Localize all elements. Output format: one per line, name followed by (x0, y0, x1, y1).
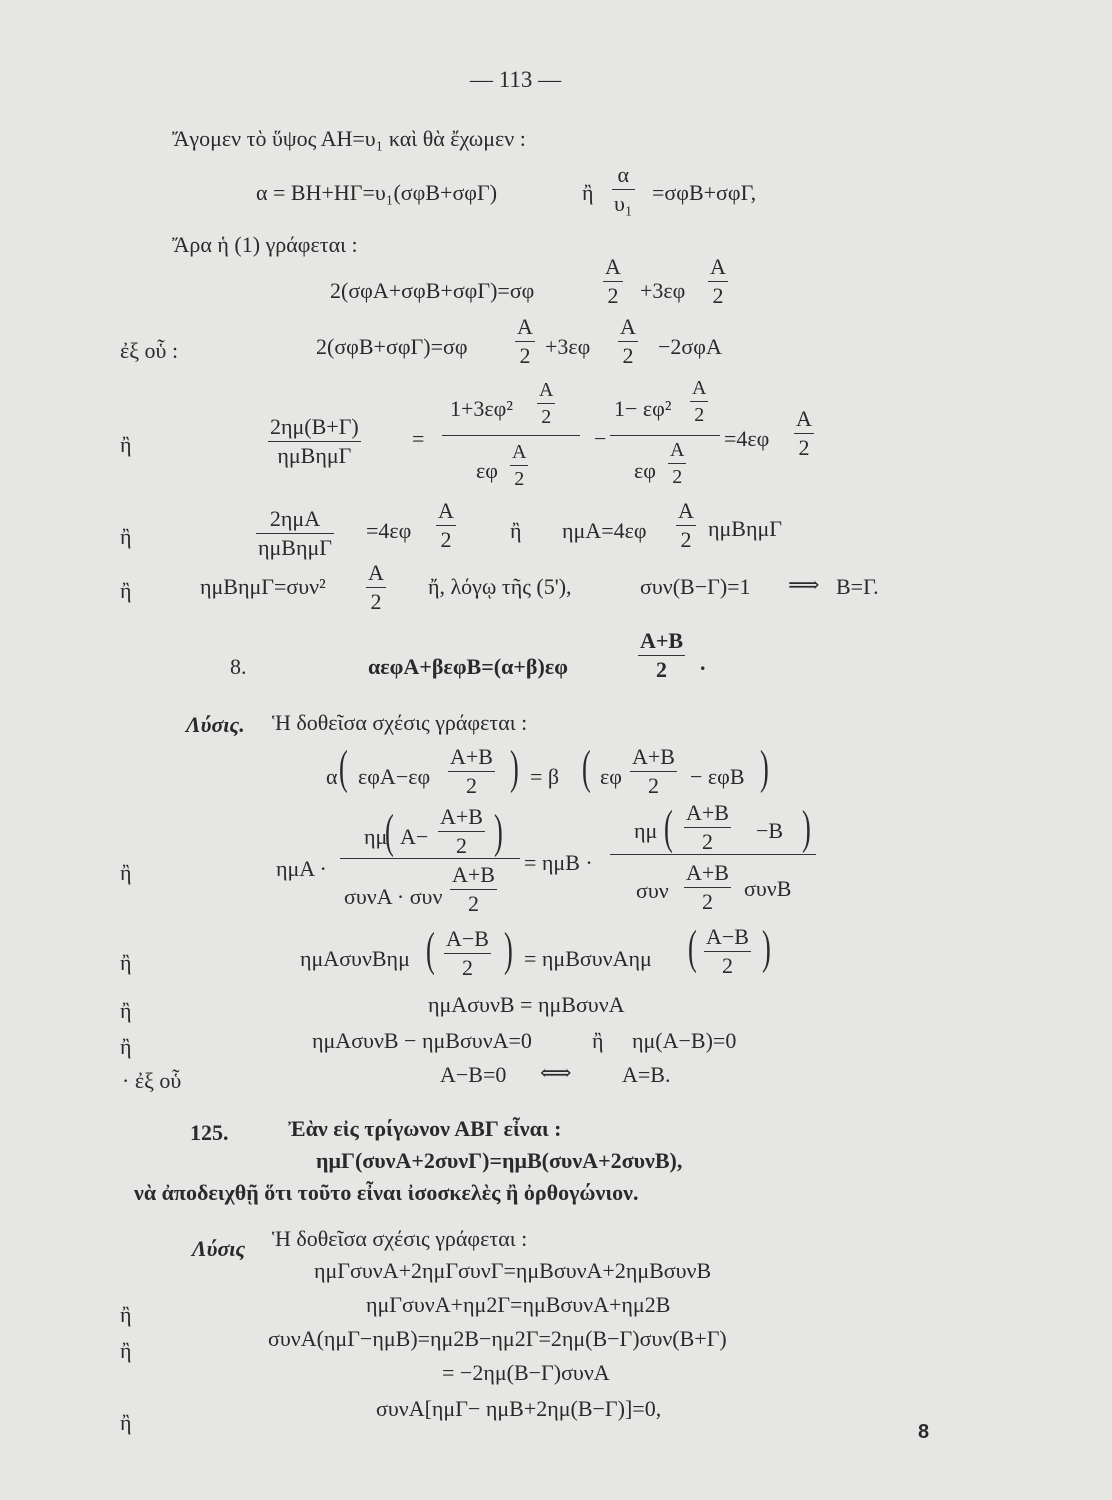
line-label: ἢ (120, 1034, 132, 1059)
right-paren: ) (802, 801, 811, 854)
solution-label: Λύσις (192, 1236, 246, 1261)
fraction (438, 806, 485, 857)
text-line: Ἡ δοθεῖσα σχέσις γράφεται : (272, 710, 528, 735)
fraction (537, 380, 555, 427)
equation: +3εφ (640, 278, 686, 303)
fraction (515, 316, 535, 367)
equation: Β=Γ. (836, 574, 879, 599)
fraction (708, 256, 728, 307)
denominator: 2 (448, 771, 495, 797)
equation: ημΓσυνΑ+ημ2Γ=ημΒσυνΑ+ημ2Β (366, 1292, 671, 1317)
numerator: Α (796, 406, 812, 431)
denominator: 2 (444, 953, 491, 979)
left-paren: ( (426, 923, 435, 976)
numerator: ημ (364, 824, 388, 849)
denominator: 2 (630, 771, 677, 797)
period: . (700, 650, 706, 675)
denominator: 2 (436, 525, 456, 551)
left-paren: ( (339, 741, 348, 794)
fraction (268, 416, 361, 467)
line-label: ἢ (120, 950, 132, 975)
denominator: συνΒ (744, 876, 792, 901)
fraction (630, 746, 677, 797)
equation: =σφΒ+σφΓ, (652, 180, 757, 205)
connector-word: ἢ (510, 518, 522, 543)
fraction-bar (610, 435, 720, 436)
equation: =4εφ (366, 518, 412, 543)
fraction (612, 164, 635, 215)
equation: = ημΒ · (524, 850, 593, 875)
page-number: — 113 — (470, 67, 562, 92)
denominator: 2 (704, 951, 751, 977)
numerator: α (617, 162, 630, 187)
numerator: Α (678, 498, 694, 523)
denominator: 2 (708, 281, 728, 307)
numerator: Α+Β (452, 862, 495, 887)
equation: ημΑσυνΒ − ημΒσυνΑ=0 (312, 1028, 532, 1053)
problem-equation: ημΓ(συνΑ+2συνΓ)=ημΒ(συνΑ+2συνΒ), (316, 1148, 683, 1173)
numerator: Α (539, 379, 554, 401)
equation: ημΑσυνΒημ (300, 946, 410, 971)
denominator: 2 (638, 655, 685, 681)
denominator: 2 (603, 281, 623, 307)
numerator: 2ημ(Β+Γ) (270, 414, 359, 439)
denominator: ημΒημΓ (268, 441, 361, 467)
numerator: Α (368, 560, 384, 585)
left-paren: ( (688, 921, 697, 974)
numerator: Α+Β (686, 860, 729, 885)
fraction (256, 508, 334, 559)
problem-statement: Ἐὰν εἰς τρίγωνον ΑΒΓ εἶναι : (288, 1116, 562, 1141)
numerator: Α+Β (440, 804, 483, 829)
equation: ημΒημΓ (708, 516, 782, 541)
fraction (690, 378, 708, 425)
fraction (510, 442, 528, 489)
fraction (684, 802, 731, 853)
denominator: εφ (634, 458, 656, 483)
signature-mark: 8 (918, 1421, 930, 1443)
fraction (638, 630, 685, 681)
line-label: · ἐξ οὗ (122, 1068, 182, 1093)
line-label: ἢ (120, 1302, 132, 1327)
equation: ημ(Α−Β)=0 (632, 1028, 737, 1053)
numerator: Α (710, 254, 726, 279)
fraction (366, 562, 386, 613)
fraction (618, 316, 638, 367)
fraction (436, 500, 456, 551)
numerator: Α+Β (686, 800, 729, 825)
fraction (794, 408, 814, 459)
right-paren: ) (760, 741, 769, 794)
fraction (668, 440, 686, 487)
equation: α = ΒΗ+ΗΓ=υ₁(σφΒ+σφΓ) (256, 180, 498, 205)
line-label: ἢ (120, 432, 132, 457)
denominator: 2 (450, 889, 497, 915)
numerator: 1+3εφ² (450, 396, 513, 421)
fraction (676, 500, 696, 551)
denominator: 2 (684, 827, 731, 853)
numerator: Α (670, 439, 685, 461)
numerator: Α (620, 314, 636, 339)
line-label: ἢ (120, 860, 132, 885)
denominator: ημΒημΓ (258, 535, 332, 560)
minus-sign: − (594, 426, 607, 451)
numerator: 1− εφ² (614, 396, 672, 421)
fraction-bar (610, 854, 816, 855)
equation: Α=Β. (622, 1062, 671, 1087)
fraction (684, 862, 731, 913)
denominator: 2 (366, 587, 386, 613)
equation: ημΓσυνΑ+2ημΓσυνΓ=ημΒσυνΑ+2ημΒσυνΒ (314, 1258, 712, 1283)
equation: εφΑ−εφ (358, 764, 431, 789)
equation: συνΑ[ημΓ− ημΒ+2ημ(Β−Γ)]=0, (376, 1396, 662, 1421)
implies-arrow: ⟹ (788, 572, 820, 597)
fraction (704, 926, 751, 977)
equation: συν(Β−Γ)=1 (640, 574, 751, 599)
line-label: ἐξ οὗ : (120, 338, 179, 363)
denominator: 2 (676, 525, 696, 551)
right-paren: ) (494, 805, 503, 858)
problem-number: 125. (190, 1120, 229, 1145)
numerator: Α+Β (632, 744, 675, 769)
numerator: 2ημΑ (269, 506, 321, 531)
equation: =4εφ (724, 426, 770, 451)
equation: −2σφΑ (658, 334, 722, 359)
left-paren: ( (385, 805, 394, 858)
equation: εφ (600, 764, 622, 789)
line-label: ἢ (120, 524, 132, 549)
numerator: Α (512, 441, 527, 463)
left-paren: ( (582, 741, 591, 794)
equation: = ημΒσυνΑημ (524, 946, 652, 971)
numerator: Α (605, 254, 621, 279)
equation: Α−Β=0 (440, 1062, 507, 1087)
fraction (444, 928, 491, 979)
equation: 2(σφΒ+σφΓ)=σφ (316, 334, 468, 359)
denominator: συν (636, 878, 669, 903)
denominator: 2 (690, 401, 708, 425)
iff-arrow: ⟺ (540, 1060, 572, 1085)
problem-number: 8. (230, 654, 247, 679)
equation: 2(σφΑ+σφΒ+σφΓ)=σφ (330, 278, 535, 303)
denominator: 2 (438, 831, 485, 857)
line-label: ἢ (120, 1410, 132, 1435)
denominator: υ₁ (614, 191, 633, 216)
numerator: Α (517, 314, 533, 339)
right-paren: ) (510, 741, 519, 794)
fraction (603, 256, 623, 307)
text-line: Ἄρα ἡ (1) γράφεται : (172, 232, 358, 257)
text-line: Ἄγομεν τὸ ὕψος ΑΗ=υ₁ καὶ θὰ ἔχωμεν : (172, 126, 526, 151)
problem-claim: νὰ ἀποδειχθῇ ὅτι τοῦτο εἶναι ἰσοσκελὲς ἢ ὀρθογώνιον. (134, 1180, 639, 1205)
denominator: 2 (794, 433, 814, 459)
numerator: −Β (756, 818, 784, 843)
text-line: ἤ, λόγῳ τῆς (5'), (428, 574, 572, 599)
solution-label: Λύσις. (186, 712, 245, 737)
right-paren: ) (762, 921, 771, 974)
text-line: Ἡ δοθεῖσα σχέσις γράφεται : (272, 1226, 528, 1251)
fraction (450, 864, 497, 915)
numerator: Α+Β (640, 628, 684, 653)
equation: α (326, 764, 338, 789)
denominator: 2 (510, 465, 528, 489)
equation: ημΒημΓ=συν² (200, 574, 326, 599)
fraction-bar (442, 435, 580, 436)
equation: = β (530, 764, 560, 789)
denominator: 2 (515, 341, 535, 367)
line-label: ἢ (120, 1338, 132, 1363)
equals-sign: = (412, 426, 425, 451)
fraction (448, 746, 495, 797)
denominator: 2 (668, 463, 686, 487)
line-label: ἢ (120, 578, 132, 603)
problem-statement: αεφΑ+βεφΒ=(α+β)εφ (368, 654, 568, 679)
numerator: Α (692, 377, 707, 399)
equation: ημΑ · (276, 856, 327, 881)
denominator: 2 (684, 887, 731, 913)
left-paren: ( (664, 801, 673, 854)
numerator: Α+Β (450, 744, 493, 769)
denominator: συνΑ · συν (344, 884, 443, 909)
line-label: ἢ (120, 998, 132, 1023)
equation: +3εφ (545, 334, 591, 359)
equation: = −2ημ(Β−Γ)συνΑ (442, 1360, 610, 1385)
connector-word: ἢ (582, 180, 594, 205)
denominator: εφ (476, 458, 498, 483)
equation: ημΑ=4εφ (562, 518, 647, 543)
numerator: Α− (400, 824, 429, 849)
numerator: Α−Β (706, 924, 749, 949)
numerator: ημ (634, 818, 658, 843)
denominator: 2 (618, 341, 638, 367)
equation: − εφΒ (690, 764, 745, 789)
connector-word: ἢ (592, 1028, 604, 1053)
equation: συνΑ(ημΓ−ημΒ)=ημ2Β−ημ2Γ=2ημ(Β−Γ)συν(Β+Γ) (268, 1326, 727, 1351)
right-paren: ) (504, 923, 513, 976)
denominator: 2 (537, 403, 555, 427)
equation: ημΑσυνΒ = ημΒσυνΑ (428, 992, 625, 1017)
numerator: Α (438, 498, 454, 523)
fraction-bar (340, 858, 520, 859)
numerator: Α−Β (446, 926, 489, 951)
